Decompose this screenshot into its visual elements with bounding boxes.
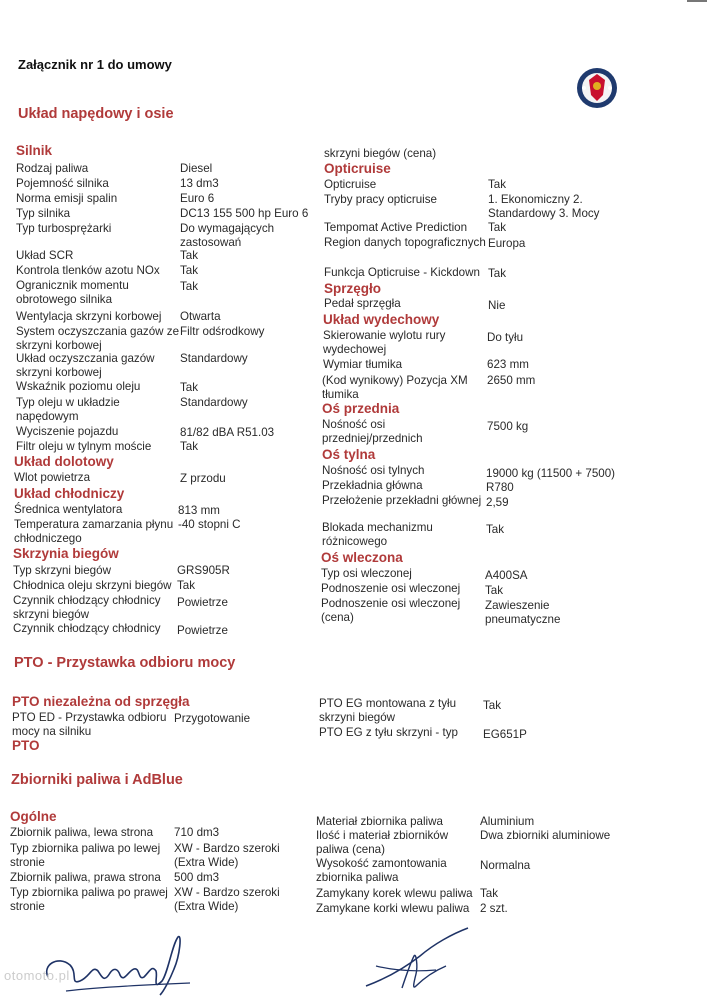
row-value: 1. Ekonomiczny 2. Standardowy 3. Mocy	[488, 193, 600, 220]
table-row	[324, 297, 620, 313]
row-value: Europa	[488, 237, 526, 250]
row-value: Dwa zbiorniki aluminiowe	[480, 829, 611, 842]
row-value: Tak	[488, 267, 507, 280]
section-skrzynia-title: Skrzynia biegów	[13, 546, 119, 561]
row-label: PTO EG montowana z tyłu skrzyni biegów	[319, 697, 457, 724]
table-row	[322, 418, 619, 446]
scan-edge-mark	[687, 0, 707, 2]
row-value: 13 dm3	[180, 177, 219, 190]
row-value: 2 szt.	[480, 902, 508, 915]
table-row	[322, 494, 618, 510]
row-label: Tryby pracy opticruise	[324, 193, 437, 206]
carried-row-text: skrzyni biegów (cena)	[324, 147, 437, 160]
row-value: 710 dm3	[174, 826, 220, 839]
row-label: Materiał zbiornika paliwa	[316, 815, 443, 828]
row-label: Region danych topograficznych	[324, 236, 486, 249]
row-label: Temperatura zamarzania płynu chłodniczego	[14, 518, 174, 545]
pto-independent-title: PTO niezależna od sprzęgła	[12, 694, 190, 709]
row-label: Zamykany korek wlewu paliwa	[316, 887, 473, 900]
row-value: 19000 kg (11500 + 7500)	[486, 467, 616, 480]
section-chlodnicy-title: Układ chłodniczy	[14, 486, 125, 501]
section-tylna-title: Oś tylna	[322, 447, 376, 462]
row-value: -40 stopni C	[178, 518, 241, 531]
table-row	[321, 597, 617, 627]
row-label: Pedał sprzęgła	[324, 297, 401, 310]
table-row	[16, 207, 320, 221]
row-label: Opticruise	[324, 178, 377, 191]
row-label: Ilość i materiał zbiorników paliwa (cena)	[316, 829, 449, 856]
row-label: Układ oczyszczania gazów skrzyni korbowej	[16, 352, 155, 379]
table-row	[10, 842, 306, 870]
row-label: Podnoszenie osi wleczonej (cena)	[321, 597, 461, 624]
row-value: 2,59	[486, 496, 509, 509]
table-row	[323, 358, 619, 372]
section-sprzeglo-title: Sprzęgło	[324, 281, 382, 296]
row-value: Tak	[177, 579, 196, 592]
table-row	[16, 325, 320, 353]
row-label: Pojemność silnika	[16, 177, 109, 190]
row-value: Tak	[180, 280, 199, 293]
section-drive-title: Układ napędowy i osie	[18, 106, 174, 122]
row-value: Powietrze	[177, 596, 228, 609]
row-value: Z przodu	[180, 472, 226, 485]
fuel-general-title: Ogólne	[10, 809, 57, 824]
row-value: 813 mm	[178, 504, 220, 517]
section-dolot-title: Układ dolotowy	[14, 454, 114, 469]
row-value: Euro 6	[180, 192, 215, 205]
annex-title: Załącznik nr 1 do umowy	[18, 57, 172, 72]
row-label: Wskaźnik poziomu oleju	[16, 380, 141, 393]
row-value: Normalna	[480, 859, 531, 872]
table-row	[316, 815, 620, 829]
table-row	[13, 564, 317, 578]
watermark: otomoto.pl	[4, 968, 70, 983]
table-row	[321, 567, 617, 583]
row-label: Typ zbiornika paliwa po lewej stronie	[10, 842, 161, 869]
row-value: 7500 kg	[487, 420, 529, 433]
scania-griffin-logo-icon	[576, 67, 618, 109]
row-label: Zbiornik paliwa, lewa strona	[10, 826, 154, 839]
row-value: Przygotowanie	[174, 712, 251, 725]
table-row	[10, 886, 306, 914]
row-label: Rodzaj paliwa	[16, 162, 89, 175]
row-label: Chłodnica oleju skrzyni biegów	[13, 579, 172, 592]
row-value: Tak	[180, 381, 199, 394]
table-row	[316, 887, 620, 901]
row-label: PTO EG z tyłu skrzyni - typ	[319, 726, 458, 739]
row-label: Wymiar tłumika	[323, 358, 403, 371]
table-row	[14, 518, 318, 546]
table-row	[12, 711, 294, 739]
table-row	[324, 178, 620, 192]
row-label: Norma emisji spalin	[16, 192, 118, 205]
table-row	[16, 440, 320, 454]
row-label: Wyciszenie pojazdu	[16, 425, 119, 438]
row-label: PTO ED - Przystawka odbioru mocy na silniku	[12, 711, 167, 738]
row-label: Typ oleju w układzie napędowym	[16, 396, 120, 423]
table-row	[13, 594, 317, 622]
row-value: Do wymagających zastosowań	[180, 222, 275, 249]
row-label: Nośność osi przedniej/przednich	[322, 418, 423, 445]
row-value: Tak	[180, 249, 199, 262]
table-row	[16, 192, 320, 206]
table-row	[16, 249, 320, 263]
row-value: R780	[486, 481, 514, 494]
row-value: 500 dm3	[174, 871, 220, 884]
row-value: 2650 mm	[487, 374, 536, 387]
section-przednia-title: Oś przednia	[322, 401, 400, 416]
row-label: Skierowanie wylotu rury wydechowej	[323, 329, 446, 356]
row-value: XW - Bardzo szeroki (Extra Wide)	[174, 842, 280, 869]
row-label: (Kod wynikowy) Pozycja XM tłumika	[322, 374, 468, 401]
table-row	[324, 236, 620, 251]
row-label: Ogranicznik momentu obrotowego silnika	[16, 279, 129, 306]
row-value: Aluminium	[480, 815, 535, 828]
section-pto-title: PTO - Przystawka odbioru mocy	[14, 655, 236, 671]
row-value: Filtr odśrodkowy	[180, 325, 265, 338]
row-label: Przekładnia główna	[322, 479, 423, 492]
table-row	[319, 726, 643, 742]
table-row	[316, 902, 620, 916]
table-row	[316, 857, 620, 885]
table-row	[16, 162, 320, 176]
row-label: Typ osi wleczonej	[321, 567, 412, 580]
table-row	[319, 697, 643, 725]
row-value: XW - Bardzo szeroki (Extra Wide)	[174, 886, 280, 913]
row-value: EG651P	[483, 728, 527, 741]
row-value: Standardowy	[180, 396, 248, 409]
table-row	[14, 471, 320, 486]
table-row	[16, 396, 320, 424]
row-label: Blokada mechanizmu różnicowego	[322, 521, 433, 548]
table-row	[10, 826, 306, 840]
row-label: Czynnik chłodzący chłodnicy skrzyni biegów	[13, 594, 161, 621]
table-row	[316, 829, 620, 857]
row-label: Wlot powietrza	[14, 471, 91, 484]
row-label: Funkcja Opticruise - Kickdown	[324, 266, 480, 279]
handwritten-signature-icon	[362, 926, 474, 996]
table-row	[16, 310, 320, 324]
row-value: GRS905R	[177, 564, 230, 577]
table-row	[16, 380, 320, 395]
row-value: Tak	[480, 887, 499, 900]
row-label: Tempomat Active Prediction	[324, 221, 468, 234]
table-row	[16, 279, 320, 307]
row-value: 81/82 dBA R51.03	[180, 426, 275, 439]
row-label: System oczyszczania gazów ze skrzyni korbowej	[16, 325, 180, 352]
table-row	[323, 329, 619, 357]
handwritten-signature-icon	[40, 925, 200, 999]
row-value: Tak	[180, 440, 199, 453]
row-label: Filtr oleju w tylnym moście	[16, 440, 152, 453]
table-row	[14, 503, 318, 518]
row-label: Zamykane korki wlewu paliwa	[316, 902, 470, 915]
row-label: Zbiornik paliwa, prawa strona	[10, 871, 161, 884]
table-row	[322, 521, 618, 549]
row-value: A400SA	[485, 569, 528, 582]
row-label: Typ silnika	[16, 207, 71, 220]
section-wydech-title: Układ wydechowy	[323, 312, 440, 327]
row-label: Nośność osi tylnych	[322, 464, 425, 477]
table-row	[322, 374, 619, 402]
row-value: Standardowy	[180, 352, 248, 365]
table-row	[321, 582, 617, 598]
row-label: Kontrola tlenków azotu NOx	[16, 264, 160, 277]
pto-title: PTO	[12, 738, 40, 753]
table-row	[324, 193, 620, 221]
row-label: Typ turbosprężarki	[16, 222, 112, 235]
table-row	[324, 266, 620, 281]
table-row	[16, 264, 320, 278]
row-label: Czynnik chłodzący chłodnicy	[13, 622, 161, 635]
row-label: Typ skrzyni biegów	[13, 564, 111, 577]
table-row	[13, 579, 317, 593]
row-value: Tak	[488, 178, 507, 191]
table-row	[16, 425, 320, 440]
table-row	[16, 352, 320, 380]
row-label: Podnoszenie osi wleczonej	[321, 582, 461, 595]
row-label: Układ SCR	[16, 249, 74, 262]
row-value: Tak	[483, 699, 502, 712]
row-label: Przełożenie przekładni głównej	[322, 494, 482, 507]
section-wleczona-title: Oś wleczona	[321, 550, 403, 565]
row-value: Tak	[488, 221, 507, 234]
row-value: Tak	[486, 523, 505, 536]
row-value: Nie	[488, 299, 506, 312]
section-silnik-title: Silnik	[16, 143, 53, 158]
table-row	[324, 221, 620, 235]
row-value: Zawieszenie pneumatyczne	[485, 599, 561, 626]
table-row	[10, 871, 306, 885]
row-value: Otwarta	[180, 310, 221, 323]
section-fuel-title: Zbiorniki paliwa i AdBlue	[11, 772, 183, 788]
table-row	[322, 479, 618, 495]
row-label: Średnica wentylatora	[14, 503, 123, 516]
row-label: Typ zbiornika paliwa po prawej stronie	[10, 886, 168, 913]
table-row	[16, 177, 320, 191]
row-label: Wentylacja skrzyni korbowej	[16, 310, 162, 323]
table-row	[16, 222, 320, 250]
row-label: Wysokość zamontowania zbiornika paliwa	[316, 857, 447, 884]
table-row	[13, 622, 317, 638]
row-value: Tak	[485, 584, 504, 597]
row-value: DC13 155 500 hp Euro 6	[180, 207, 309, 220]
row-value: Tak	[180, 264, 199, 277]
row-value: 623 mm	[487, 358, 529, 371]
row-value: Powietrze	[177, 624, 228, 637]
row-value: Do tyłu	[487, 331, 524, 344]
row-value: Diesel	[180, 162, 213, 175]
section-opticruise-title: Opticruise	[324, 161, 391, 176]
